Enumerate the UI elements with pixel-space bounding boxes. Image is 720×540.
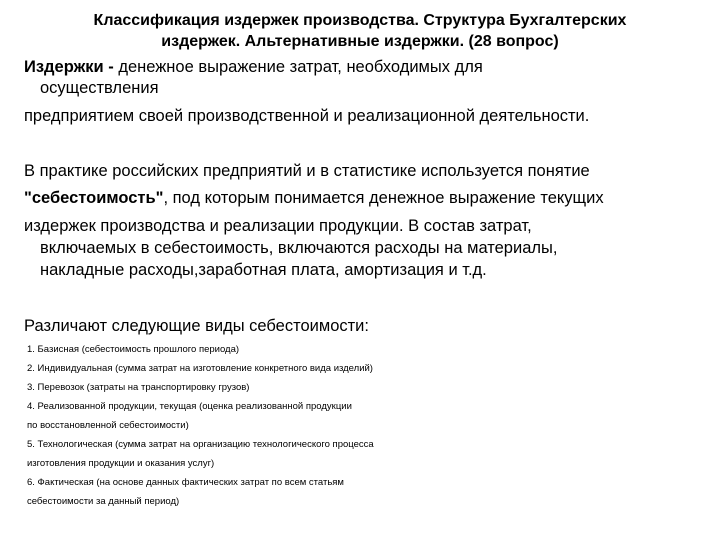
cost-type-item-continuation: изготовления продукции и оказания услуг) (27, 458, 215, 469)
title-line-2: издержек. Альтернативные издержки. (28 вопрос) (161, 33, 559, 50)
definition-line-1 (24, 57, 483, 78)
practice-line-2-text: , под которым понимается денежное выражение текущих (163, 189, 604, 207)
slide-title (30, 10, 690, 52)
practice-line-4: включаемых в себестоимость, включаются расходы на материалы, (40, 239, 558, 257)
practice-line-1: В практике российских предприятий и в статистике используется понятие (24, 162, 590, 180)
practice-line-2 (24, 188, 604, 209)
cost-type-item: 4. Реализованной продукции, текущая (оценка реализованной продукции (27, 401, 352, 412)
practice-line-5: накладные расходы,заработная плата, амортизация и т.д. (40, 261, 487, 279)
types-heading: Различают следующие виды себестоимости: (24, 317, 369, 335)
definition-line-3: предприятием своей производственной и реализационной деятельности. (24, 107, 590, 125)
definition-text: денежное выражение затрат, необходимых для (113, 58, 483, 76)
definition-term: Издержки - (24, 58, 114, 76)
cost-type-item: 3. Перевозок (затраты на транспортировку грузов) (27, 382, 250, 393)
cost-type-item-continuation: по восстановленной себестоимости) (27, 420, 189, 431)
cost-type-item: 6. Фактическая (на основе данных фактических затрат по всем статьям (27, 477, 344, 488)
cost-type-item: 5. Технологическая (сумма затрат на организацию технологического процесса (27, 439, 374, 450)
cost-term: "себестоимость" (24, 189, 164, 207)
title-line-1: Классификация издержек производства. Структура Бухгалтерских (93, 12, 627, 29)
cost-type-item: 2. Индивидуальная (сумма затрат на изготовление конкретного вида изделий) (27, 363, 373, 374)
cost-type-item-continuation: себестоимости за данный период) (27, 496, 180, 507)
cost-type-item: 1. Базисная (себестоимость прошлого периода) (27, 344, 240, 355)
practice-line-3: издержек производства и реализации продукции. В состав затрат, (24, 217, 532, 235)
definition-line-2: осуществления (40, 79, 159, 97)
